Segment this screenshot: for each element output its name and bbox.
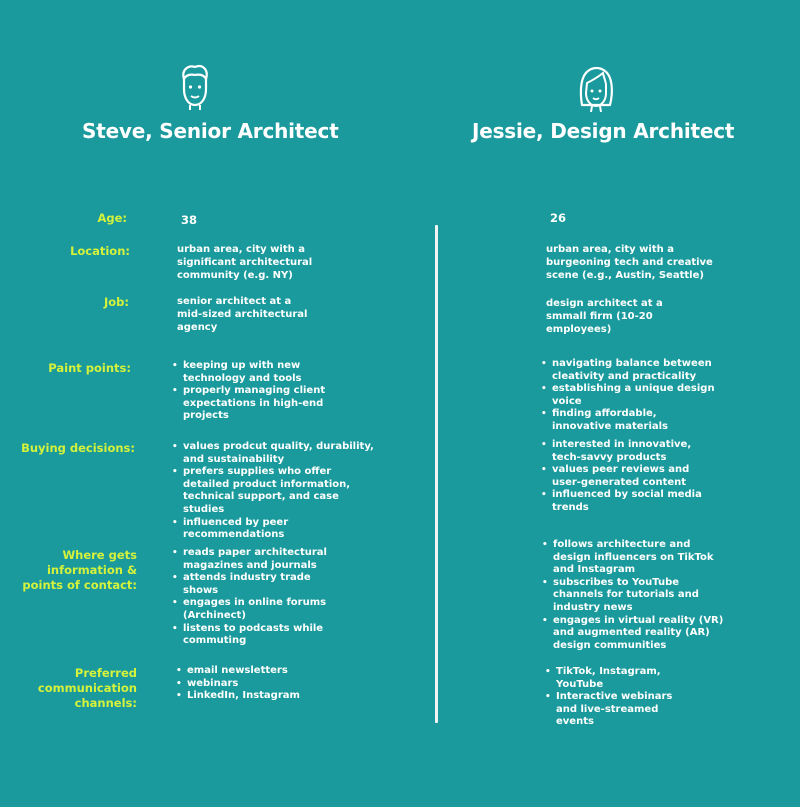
list-item: • email newsletters — [176, 665, 336, 678]
list-item: • follows architecture and design influencers on TikTok and Instagram — [542, 539, 727, 577]
list-item: • properly managing client expectations in high-end projects — [172, 385, 357, 423]
jessie-location-line-3: scene (e.g., Austin, Seattle) — [546, 270, 704, 281]
label-job: Job: — [103, 295, 129, 309]
column-divider — [435, 225, 438, 723]
jessie-job-line-2: smmall firm (10-20 — [546, 311, 653, 322]
steve-information — [172, 547, 332, 648]
jessie-location-line-2: burgeoning tech and creative — [546, 257, 713, 268]
jessie-job-line-1: design architect at a — [546, 298, 663, 309]
list-item: • keeping up with new technology and tools — [172, 360, 357, 385]
list-item: • influenced by peer recommendations — [172, 517, 377, 542]
jessie-location — [546, 243, 713, 282]
steve-channels — [176, 665, 336, 703]
list-item: • values peer reviews and user-generated content — [541, 464, 716, 489]
jessie-age: 26 — [550, 211, 567, 225]
label-channels-line-2: communication — [37, 681, 137, 695]
persona-name-jessie: Jessie, Design Architect — [472, 119, 735, 143]
list-item: • engages in virtual reality (VR) and augmented reality (AR) design communities — [542, 615, 727, 653]
female-avatar-icon — [576, 65, 616, 113]
label-pain-points: Paint points: — [48, 361, 131, 375]
list-item: • interested in innovative, tech-savvy products — [541, 439, 716, 464]
steve-job-line-2: mid-sized architectural — [177, 309, 308, 320]
jessie-job — [546, 297, 663, 336]
male-avatar-icon — [175, 63, 215, 111]
steve-job-line-1: senior architect at a — [177, 296, 292, 307]
list-item: • establishing a unique design voice — [541, 383, 716, 408]
label-information — [22, 548, 137, 593]
steve-location-line-1: urban area, city with a — [177, 244, 305, 255]
list-item: • engages in online forums (Archinect) — [172, 597, 332, 622]
steve-job-line-3: agency — [177, 322, 218, 333]
steve-buying-decisions — [172, 441, 377, 542]
list-item: • listens to podcasts while commuting — [172, 623, 332, 648]
list-item: • prefers supplies who offer detailed product information, technical support, and case studies — [172, 466, 377, 516]
steve-location — [177, 243, 312, 282]
list-item: • Interactive webinars and live-streamed events — [545, 691, 675, 729]
steve-location-line-2: significant architectural — [177, 257, 313, 268]
label-information-line-1: Where gets — [62, 548, 137, 562]
jessie-buying-decisions — [541, 439, 716, 515]
list-item: • finding affordable, innovative materials — [541, 408, 716, 433]
jessie-pain-points — [541, 358, 716, 434]
list-item: • LinkedIn, Instagram — [176, 690, 336, 703]
list-item: • values prodcut quality, durability, and sustainability — [172, 441, 377, 466]
jessie-channels — [545, 666, 675, 729]
jessie-information — [542, 539, 727, 652]
steve-location-line-3: community (e.g. NY) — [177, 270, 293, 281]
label-location: Location: — [70, 244, 130, 258]
steve-age: 38 — [181, 213, 198, 227]
list-item: • webinars — [176, 678, 336, 691]
jessie-job-line-3: employees) — [546, 324, 612, 335]
list-item: • reads paper architectural magazines and journals — [172, 547, 332, 572]
list-item: • subscribes to YouTube channels for tutorials and industry news — [542, 577, 727, 615]
label-buying-decisions: Buying decisions: — [21, 441, 135, 455]
label-age: Age: — [97, 211, 127, 225]
list-item: • influenced by social media trends — [541, 489, 716, 514]
persona-name-steve: Steve, Senior Architect — [82, 119, 339, 143]
list-item: • attends industry trade shows — [172, 572, 332, 597]
steve-pain-points — [172, 360, 357, 423]
list-item: • navigating balance between cleativity and practicality — [541, 358, 716, 383]
list-item: • TikTok, Instagram, YouTube — [545, 666, 675, 691]
label-information-line-2: information & — [46, 563, 137, 577]
label-channels-line-1: Preferred — [74, 666, 137, 680]
jessie-location-line-1: urban area, city with a — [546, 244, 674, 255]
steve-job — [177, 295, 307, 334]
label-channels-line-3: channels: — [74, 696, 137, 710]
label-information-line-3: points of contact: — [22, 578, 137, 592]
label-channels — [38, 666, 137, 711]
